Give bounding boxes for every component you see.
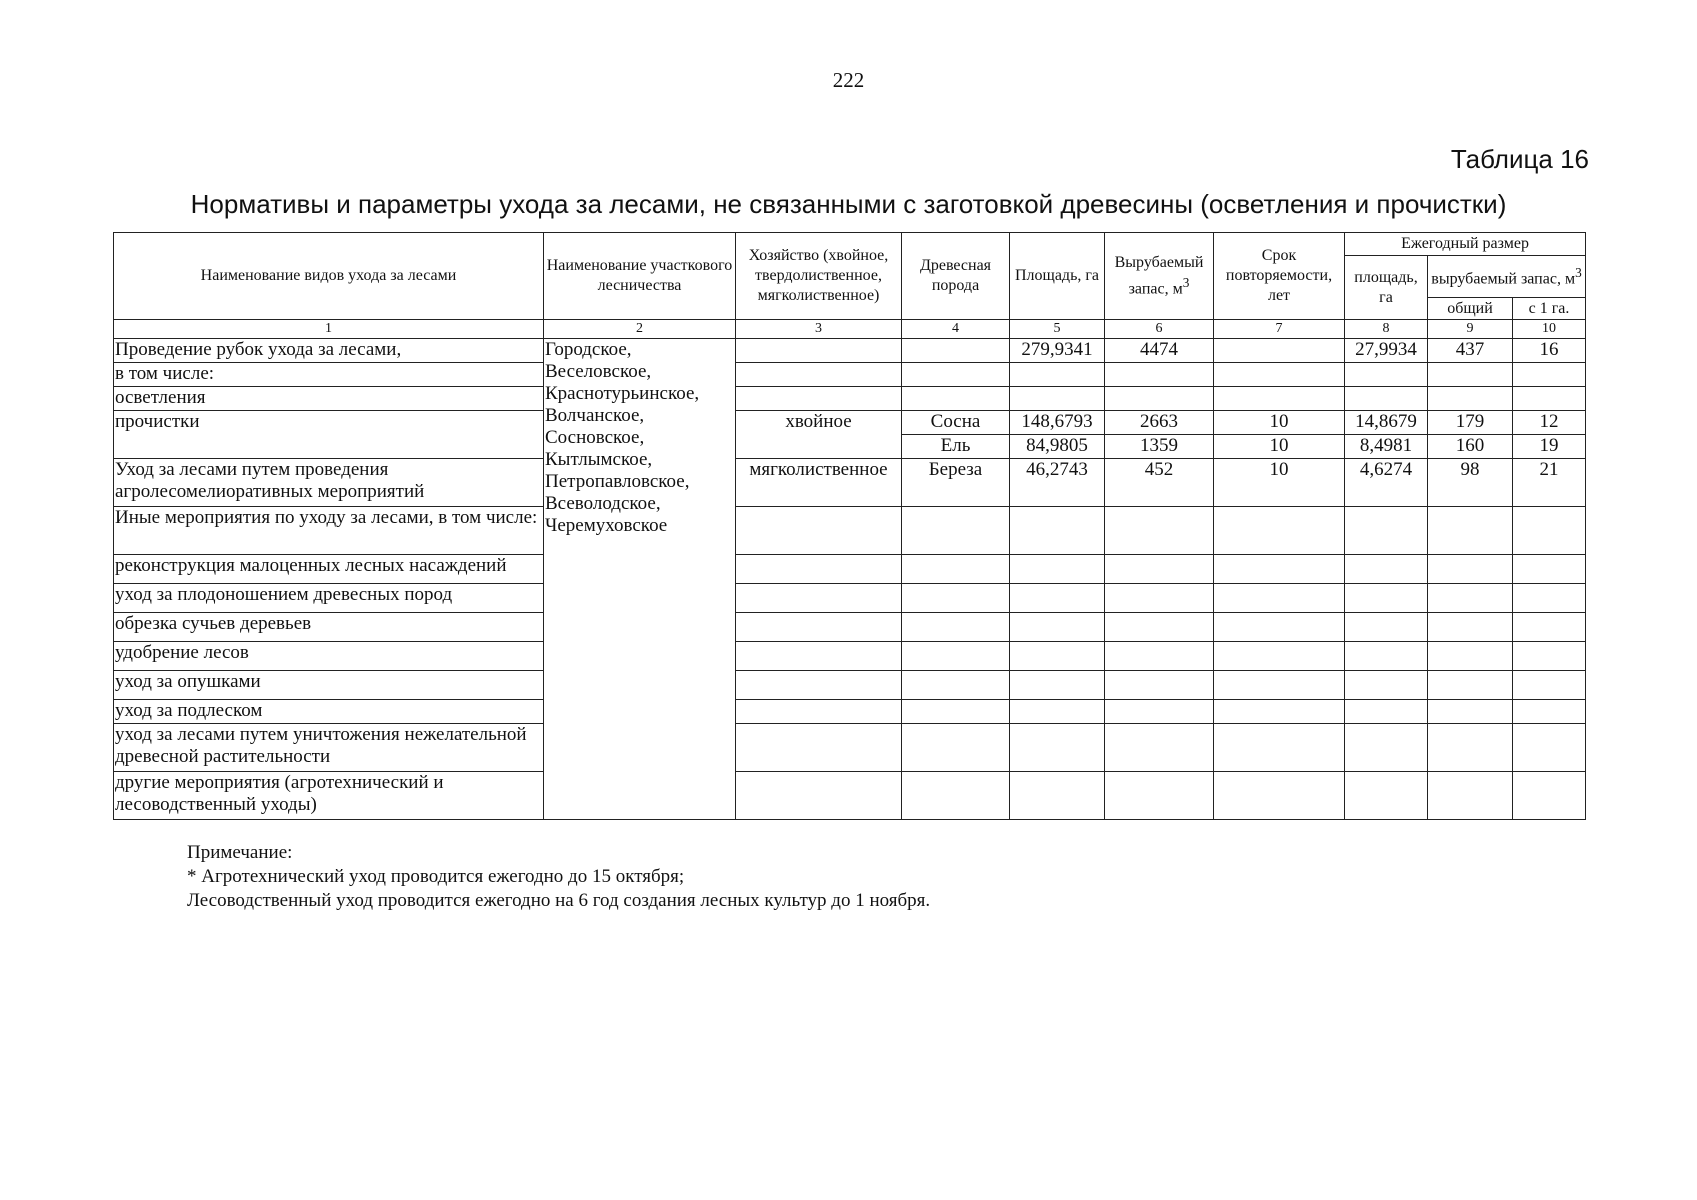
annual-per-ha-cell: 12 bbox=[1513, 411, 1586, 435]
care-type-cell: удобрение лесов bbox=[114, 642, 544, 671]
table-row bbox=[114, 363, 1586, 387]
table-title: Нормативы и параметры ухода за лесами, не связанными с заготовкой древесины (осветления и прочистки) bbox=[190, 189, 1507, 219]
forestry-list-cell: Городское, Веселовское, Краснотурьинское, Волчанское, Сосновское, Кытлымское, Петропавловское, Всеволодское, Черемуховское bbox=[544, 339, 736, 820]
col-number: 8 bbox=[1345, 320, 1428, 339]
period-cell: 10 bbox=[1214, 459, 1345, 507]
notes-line: * Агротехнический уход проводится ежегодно до 15 октября; bbox=[187, 866, 685, 887]
annual-total-cell: 98 bbox=[1428, 459, 1513, 507]
col-number: 4 bbox=[902, 320, 1010, 339]
area-cell: 148,6793 bbox=[1010, 411, 1105, 435]
col-number: 1 bbox=[114, 320, 544, 339]
care-type-cell: реконструкция малоценных лесных насаждений bbox=[114, 555, 544, 584]
table-row bbox=[114, 584, 1586, 613]
annual-total-cell: 179 bbox=[1428, 411, 1513, 435]
table-row bbox=[114, 339, 1586, 363]
volume-cell: 2663 bbox=[1105, 411, 1214, 435]
page-number: 222 bbox=[832, 68, 865, 92]
care-type-cell: прочистки bbox=[114, 411, 544, 459]
care-type-cell: обрезка сучьев деревьев bbox=[114, 613, 544, 642]
col-number: 2 bbox=[544, 320, 736, 339]
area-cell: 84,9805 bbox=[1010, 435, 1105, 459]
care-type-cell: уход за плодоношением древесных пород bbox=[114, 584, 544, 613]
annual-per-ha-cell: 19 bbox=[1513, 435, 1586, 459]
period-cell: 10 bbox=[1214, 435, 1345, 459]
species-cell: Ель bbox=[902, 435, 1010, 459]
header-care-type: Наименование видов ухода за лесами bbox=[114, 233, 544, 320]
forest-care-table bbox=[113, 232, 1586, 820]
table-row bbox=[114, 411, 1586, 435]
care-type-cell: уход за лесами путем уничтожения нежелательной древесной растительности bbox=[114, 724, 544, 772]
table-row bbox=[114, 387, 1586, 411]
header-forestry: Наименование участкового лесничества bbox=[544, 233, 736, 320]
table-row bbox=[114, 555, 1586, 584]
header-area: Площадь, га bbox=[1010, 233, 1105, 320]
care-type-cell: другие мероприятия (агротехнический и лесоводственный уходы) bbox=[114, 772, 544, 820]
volume-cell: 452 bbox=[1105, 459, 1214, 507]
table-label: Таблица 16 bbox=[1450, 144, 1589, 174]
care-type-cell: Иные мероприятия по уходу за лесами, в том числе: bbox=[114, 507, 544, 555]
header-farm: Хозяйство (хвойное, твердолиственное, мягколиственное) bbox=[736, 233, 902, 320]
header-annual-size: Ежегодный размер bbox=[1345, 233, 1586, 256]
col-number: 3 bbox=[736, 320, 902, 339]
annual-area-cell: 27,9934 bbox=[1345, 339, 1428, 363]
table-row bbox=[114, 724, 1586, 772]
volume-cell: 4474 bbox=[1105, 339, 1214, 363]
header-volume: Вырубаемый запас, $м^3$ bbox=[1105, 233, 1214, 320]
table-row bbox=[114, 642, 1586, 671]
species-cell: Береза bbox=[902, 459, 1010, 507]
table-row bbox=[114, 507, 1586, 555]
header-species: Древесная порода bbox=[902, 233, 1010, 320]
volume-cell: 1359 bbox=[1105, 435, 1214, 459]
notes-line: Лесоводственный уход проводится ежегодно на 6 год создания лесных культур до 1 ноября. bbox=[187, 890, 931, 911]
annual-area-cell: 8,4981 bbox=[1345, 435, 1428, 459]
table-row bbox=[114, 671, 1586, 700]
col-number: 9 bbox=[1428, 320, 1513, 339]
notes-heading: Примечание: bbox=[187, 842, 293, 863]
farm-cell: хвойное bbox=[736, 411, 902, 459]
header-period: Срок повторяемости, лет bbox=[1214, 233, 1345, 320]
annual-area-cell: 14,8679 bbox=[1345, 411, 1428, 435]
header-annual-per-ha: с 1 га. bbox=[1513, 298, 1586, 320]
species-cell: Сосна bbox=[902, 411, 1010, 435]
annual-total-cell: 160 bbox=[1428, 435, 1513, 459]
annual-per-ha-cell: 21 bbox=[1513, 459, 1586, 507]
care-type-cell: осветления bbox=[114, 387, 544, 411]
header-annual-area: площадь, га bbox=[1345, 256, 1428, 320]
col-number: 7 bbox=[1214, 320, 1345, 339]
table-row bbox=[114, 700, 1586, 724]
area-cell: 46,2743 bbox=[1010, 459, 1105, 507]
table-row bbox=[114, 613, 1586, 642]
table-row bbox=[114, 772, 1586, 820]
care-type-cell: уход за подлеском bbox=[114, 700, 544, 724]
period-cell: 10 bbox=[1214, 411, 1345, 435]
col-number: 10 bbox=[1513, 320, 1586, 339]
col-number: 5 bbox=[1010, 320, 1105, 339]
header-annual-total: общий bbox=[1428, 298, 1513, 320]
annual-total-cell: 437 bbox=[1428, 339, 1513, 363]
table-row bbox=[114, 459, 1586, 507]
col-number: 6 bbox=[1105, 320, 1214, 339]
annual-area-cell: 4,6274 bbox=[1345, 459, 1428, 507]
area-cell: 279,9341 bbox=[1010, 339, 1105, 363]
annual-per-ha-cell: 16 bbox=[1513, 339, 1586, 363]
care-type-cell: в том числе: bbox=[114, 363, 544, 387]
care-type-cell: Проведение рубок ухода за лесами, bbox=[114, 339, 544, 363]
header-annual-volume: вырубаемый запас, $м^3$ bbox=[1428, 256, 1586, 298]
farm-cell: мягколиственное bbox=[736, 459, 902, 507]
care-type-cell: уход за опушками bbox=[114, 671, 544, 700]
care-type-cell: Уход за лесами путем проведения агролесомелиоративных мероприятий bbox=[114, 459, 544, 507]
notes-section bbox=[187, 841, 930, 913]
